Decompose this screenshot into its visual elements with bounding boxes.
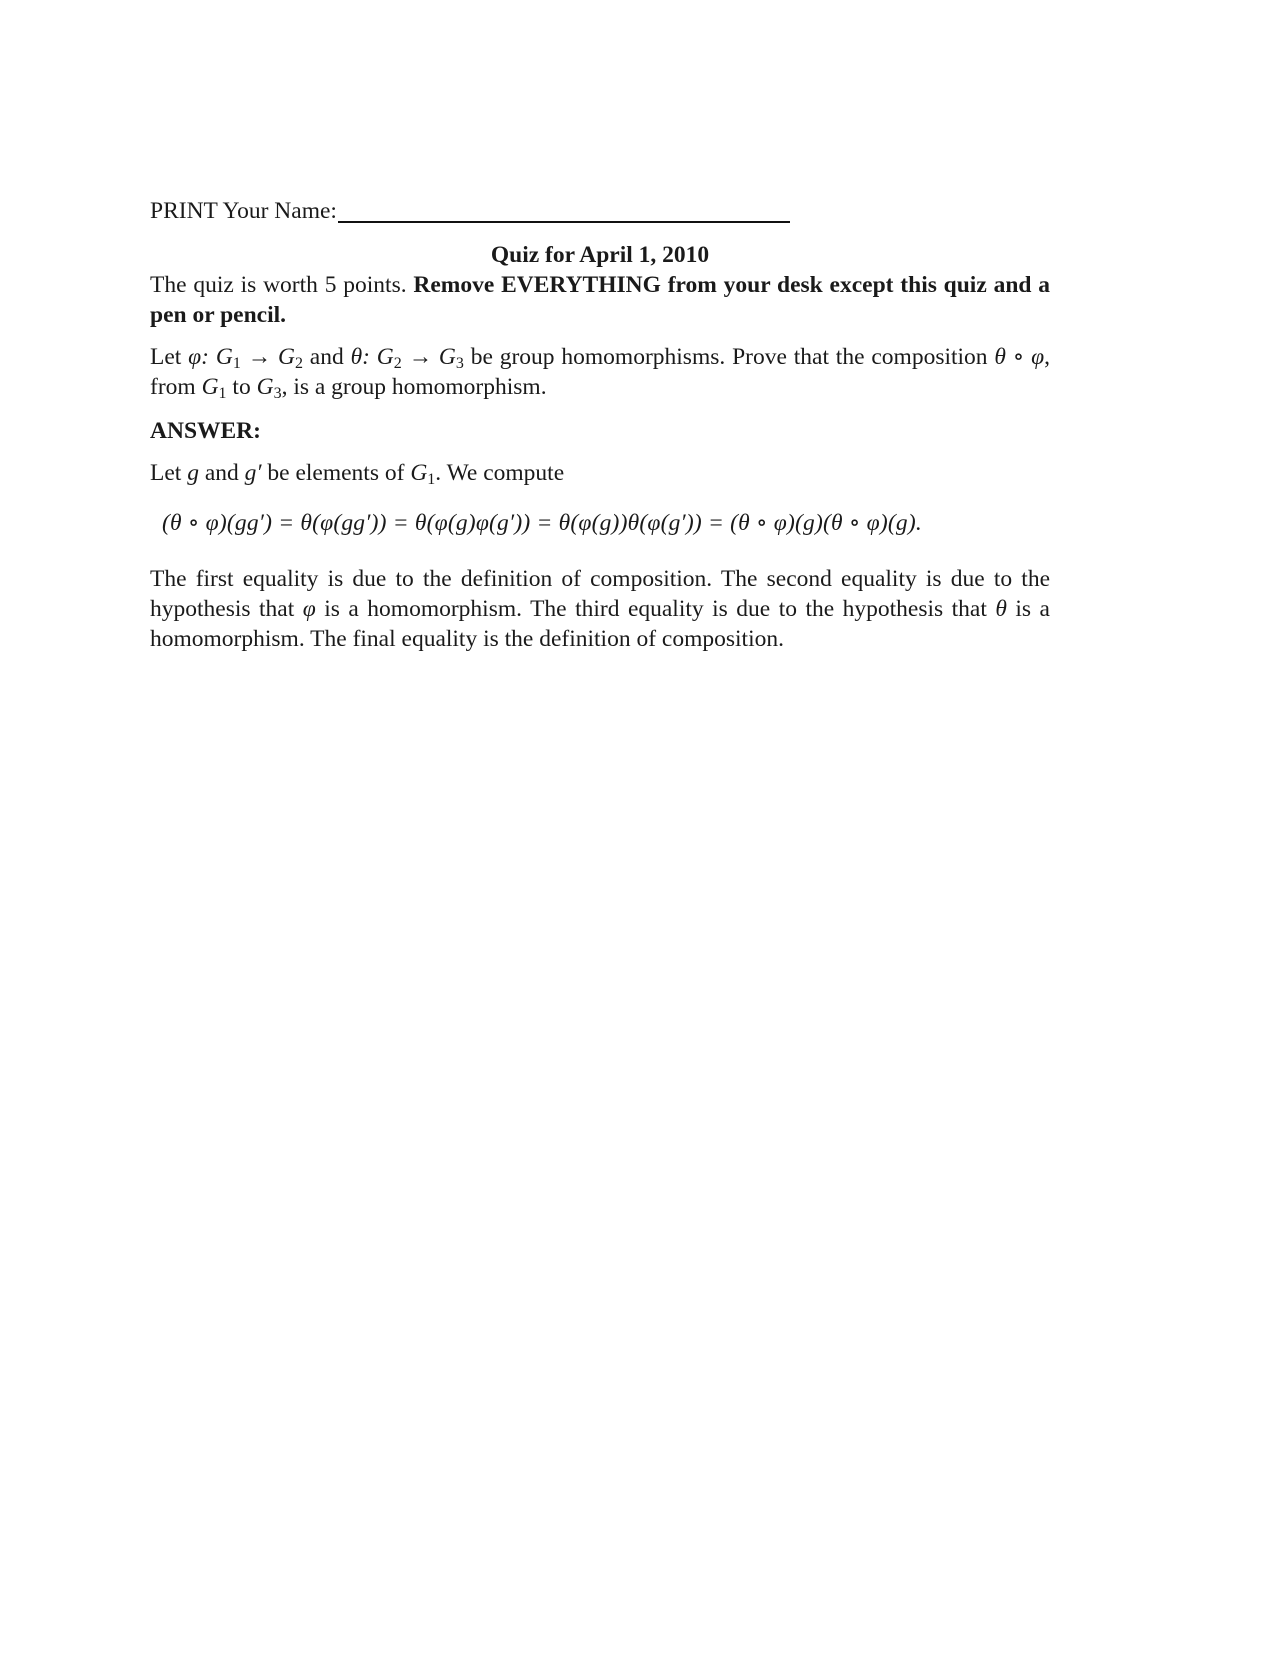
math-g: → G [401, 344, 456, 370]
answer-text: Let [150, 460, 188, 486]
math-sub: 1 [427, 471, 436, 488]
quiz-title: Quiz for April 1, 2010 [490, 242, 710, 268]
answer-text: The first equality is due to the definition of composition. The second equality is due to the hypothesis that [150, 566, 1050, 622]
math-sub: 3 [455, 355, 464, 372]
math-phi: φ [188, 344, 202, 370]
math-g: : G [362, 344, 394, 370]
display-equation: (θ ∘ φ)(gg′) = θ(φ(gg′)) = θ(φ(g)φ(g′)) = θ(φ(g))θ(φ(g′)) = (θ ∘ φ)(g)(θ ∘ φ)(g). [162, 510, 922, 536]
name-row [150, 192, 1050, 226]
problem-statement [150, 342, 1050, 402]
math-sub: 3 [273, 385, 282, 402]
math-composition: θ ∘ φ [994, 344, 1045, 370]
math-g: g [187, 460, 199, 486]
instructions-bold: Remove EVERYTHING from your desk except this quiz and a pen or pencil. [150, 272, 1051, 328]
name-label: PRINT Your Name: [150, 198, 337, 224]
problem-text: , is a group homomorphism. [281, 374, 547, 400]
answer-heading: ANSWER: [150, 418, 261, 444]
answer-text: is a homomorphism. The third equality is due to the hypothesis that [315, 596, 996, 622]
math-phi: φ [302, 596, 316, 622]
problem-text: , from [150, 344, 1050, 400]
answer-text: is a homomorphism. The final equality is the definition of composition. [150, 596, 1050, 652]
math-g: G [256, 374, 274, 400]
math-theta: θ [995, 596, 1007, 622]
math-g: G [410, 460, 428, 486]
answer-explanation [150, 564, 1050, 654]
instructions-plain: The quiz is worth 5 points. [150, 272, 407, 298]
problem-text: be group homomorphisms. Prove that the composition [463, 344, 995, 370]
math-theta: θ [350, 344, 363, 370]
math-gprime: g′ [244, 460, 262, 486]
math-sub: 1 [218, 385, 227, 402]
math-g: G [201, 374, 219, 400]
instructions [150, 270, 1050, 330]
quiz-page [150, 192, 1050, 654]
math-sub: 1 [232, 355, 241, 372]
name-blank-line [338, 221, 790, 223]
answer-text: be elements of [261, 460, 411, 486]
math-sub: 2 [294, 355, 303, 372]
math-sub: 2 [393, 355, 402, 372]
math-g: : G [201, 344, 233, 370]
answer-text: . We compute [435, 460, 565, 486]
problem-text: to [226, 374, 257, 400]
math-g: → G [240, 344, 295, 370]
problem-text: Let [150, 344, 189, 370]
problem-text: and [302, 344, 351, 370]
answer-intro [150, 458, 1050, 488]
answer-text: and [198, 460, 245, 486]
